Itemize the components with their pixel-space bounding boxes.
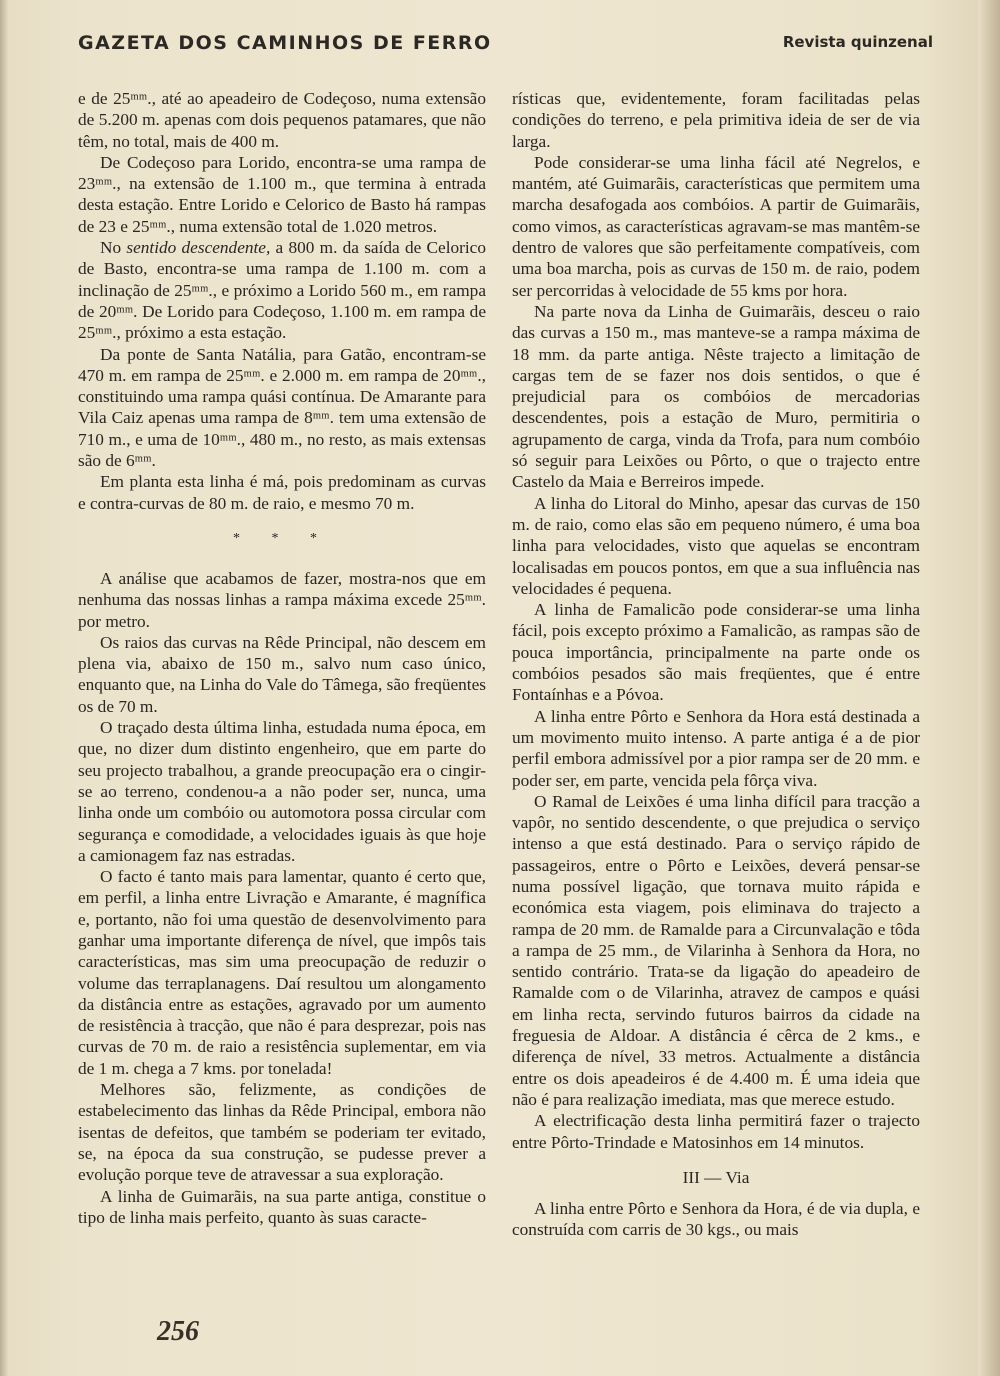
- paragraph: rísticas que, evidentemente, foram facilitadas pelas condições do terreno, e pela primitiva ideia de ser de via larga.: [512, 89, 920, 151]
- paragraph: Da ponte de Santa Natália, para Gatão, encontram-se 470 m. em rampa de 25ᵐᵐ. e 2.000 m. em rampa de 20ᵐᵐ., constituindo uma rampa quási contínua. De Amarante para Vila Caiz apenas uma rampa de 8ᵐᵐ. tem uma extensão de 710 m., e uma de 10ᵐᵐ., 480 m., no resto, as mais extensas são de 6ᵐᵐ.: [78, 344, 486, 471]
- paragraph: A linha de Famalicão pode considerar-se uma linha fácil, pois excepto próximo a Famalicão, as rampas são de pouca importância, principalmente na parte onde os combóios pesados são mais freqüentes, que é entre Fontaínhas e a Póvoa.: [512, 600, 920, 705]
- section-heading: III — Via: [682, 1167, 750, 1187]
- journal-title: GAZETA DOS CAMINHOS DE FERRO: [78, 32, 492, 54]
- paragraph: O Ramal de Leixões é uma linha difícil para tracção a vapôr, no sentido descendente, o que prejudica o serviço intenso a que está destinado. Para o serviço rápido de passageiros, entre o Pôrto e Leixões, deverá pensar-se numa possível ligação, que tornava muito rápida e económica esta viagem, pois eliminava do trajecto a rampa de 20 mm. de Ramalde para a Circunvalação e tôda a rampa de 25 mm., de Vilarinha à Senhora da Hora, no sentido contrário. Trata-se da ligação do apeadeiro de Ramalde com o de Vilarinha, atravez de campos e quási em linha recta, servindo futuros bairros da cidade na freguesia de Aldoar. A distância é cêrca de 2 kms., e diferença de nível, 33 metros. Actualmente a distância entre os dois apeadeiros é de 4.400 m. É uma ideia que não é para realização imediata, mas que merece estudo.: [512, 791, 920, 1109]
- page-number: 256: [157, 1316, 199, 1347]
- paragraph: Melhores são, felizmente, as condições de estabelecimento das linhas da Rêde Principal, embora não isentas de defeitos, que também se poderiam ter evitado, se, na época da sua construção, se pudesse prever a evolução porque teve de atravessar a sua exploração.: [78, 1080, 486, 1185]
- text-column-right: [512, 88, 920, 1241]
- paragraph: O traçado desta última linha, estudada numa época, em que, no dizer dum distinto engenheiro, que em parte do seu projecto trabalhou, a grande preocupação era o cingir-se ao terreno, condenou-a a não poder ser, nunca, uma linha onde um combóio ou automotora possa circular com segurança e comodidade, a velocidades iguais às que hoje a camionagem faz nas estradas.: [78, 718, 486, 865]
- paragraph: A electrificação desta linha permitirá fazer o trajecto entre Pôrto-Trindade e Matosinhos em 14 minutos.: [512, 1111, 920, 1152]
- page-edge-right: [978, 0, 1000, 1376]
- paragraph: e de 25ᵐᵐ., até ao apeadeiro de Codeçoso, numa extensão de 5.200 m. apenas com dois pequenos patamares, que não têm, no total, mais de 400 m.: [78, 89, 486, 151]
- page-edge-left: [0, 0, 8, 1376]
- paragraph: A linha entre Pôrto e Senhora da Hora, é de via dupla, e construída com carris de 30 kgs., ou mais: [512, 1199, 920, 1240]
- paragraph: A linha do Litoral do Minho, apesar das curvas de 150 m. de raio, como elas são em pequeno número, é uma boa linha para velocidades, visto que aquelas se encontram localisadas em poucos pontos, em que a sua influência nas velocidades é pequena.: [512, 493, 920, 598]
- text-column-left: [78, 88, 486, 1228]
- paragraph: De Codeçoso para Lorido, encontra-se uma rampa de 23ᵐᵐ., na extensão de 1.100 m., que termina à entrada desta estação. Entre Lorido e Celorico de Basto há rampas de 23 e 25ᵐᵐ., numa extensão total de 1.020 metros.: [78, 152, 486, 236]
- journal-subtitle: Revista quinzenal: [782, 33, 933, 51]
- paragraph: O facto é tanto mais para lamentar, quanto é certo que, em perfil, a linha entre Livração e Amarante, é magnífica e, portanto, não foi uma questão de desenvolvimento para ganhar uma importante diferença de nível, que impôs tais características, mas sim uma preocupação de reduzir o volume das terraplanagens. Daí resultou um alongamento da distância entre as estações, agravado por um aumento de resistência à tracção, que não é para desprezar, pois nas curvas de 70 m. de raio a resistência suplementar, em via de 1 m. chega a 7 kms. por tonelada!: [78, 867, 486, 1078]
- paragraph: Os raios das curvas na Rêde Principal, não descem em plena via, abaixo de 150 m., salvo num caso único, enquanto que, na Linha do Vale do Tâmega, são freqüentes os de 70 m.: [78, 632, 486, 716]
- paragraph-rest: a 800 m. da saída de Celorico de Basto, encontra-se uma rampa de 1.100 m. com a inclinação de 25ᵐᵐ., e próximo a Lorido 560 m., em rampa de 20ᵐᵐ. De Lorido para Codeçoso, 1.100 m. em rampa de 25ᵐᵐ., próximo a esta estação.: [78, 238, 486, 343]
- paragraph: A análise que acabamos de fazer, mostra-nos que em nenhuma das nossas linhas a rampa máxima excede 25ᵐᵐ. por metro.: [78, 568, 486, 631]
- paragraph: A linha de Guimarãis, na sua parte antiga, constitue o tipo de linha mais perfeito, quanto às suas caracte-: [78, 1186, 486, 1227]
- paragraph-lead: No: [100, 238, 127, 258]
- paragraph: Em planta esta linha é má, pois predominam as curvas e contra-curvas de 80 m. de raio, e mesmo 70 m.: [78, 472, 486, 513]
- emphasis-text: sentido descendente,: [126, 238, 271, 258]
- section-separator: * * *: [233, 530, 331, 546]
- paragraph: Na parte nova da Linha de Guimarãis, desceu o raio das curvas a 150 m., mas manteve-se a rampa máxima de 18 mm. da parte antiga. Nêste trajecto a limitação de cargas tem de se fazer nos dois sentidos, o que é prejudicial para os combóios de mercadorias descendentes, pois a estação de Muro, permitiria o agrupamento de carga, vinda da Trofa, para num combóio só seguir para Leixões ou Pôrto, o que o trajecto entre Castelo da Maia e Berreiros impede.: [512, 301, 920, 492]
- paragraph: Pode considerar-se uma linha fácil até Negrelos, e mantém, até Guimarãis, características que permitem uma marcha desafogada aos combóios. A partir de Guimarãis, como vimos, as características agravam-se mas mantêm-se dentro de valores que são perfeitamente compatíveis, com uma boa marcha, pois as curvas de 150 m. de raio, podem ser percorridas à velocidade de 55 kms por hora.: [512, 152, 920, 300]
- running-head: [78, 28, 933, 62]
- paragraph: [78, 237, 486, 343]
- paragraph: A linha entre Pôrto e Senhora da Hora está destinada a um movimento muito intenso. A parte antiga é a de pior perfil embora admissível por a pior rampa ser de 20 mm. e poder ser, em parte, vencida pela fôrça viva.: [512, 706, 920, 790]
